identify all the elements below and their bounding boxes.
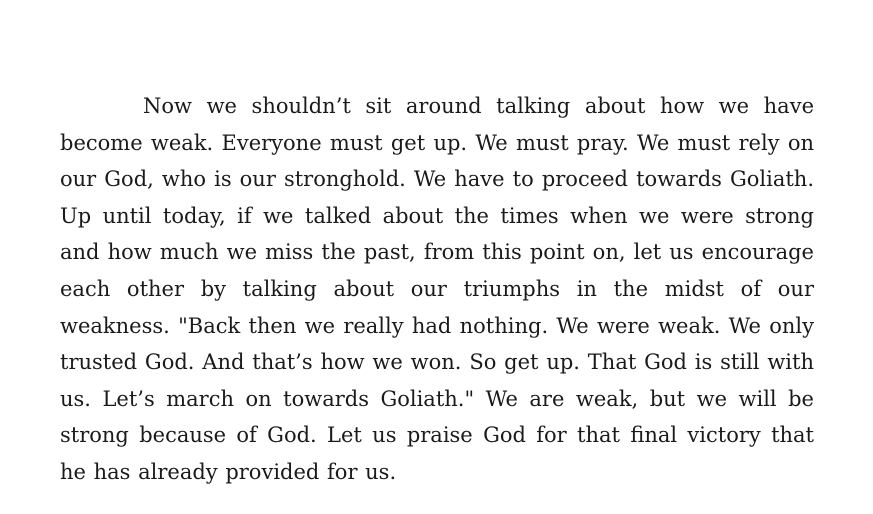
body-paragraph: Now we shouldn’t sit around talking about how we have become weak. Everyone must get up. We must pray. We must rely on our God, who is our stronghold. We have to proceed towards Goliath. Up until today, if we talked about the times when we were strong and how much we miss the past, from this point on, let us encourage each other by talking about our triumphs in the midst of our weakness. "Back then we really had nothing. We were weak. We only trusted God. And that’s how we won. So get up. That God is still with us. Let’s march on towards Goliath." We are weak, but we will be strong because of God. Let us praise God for that final victory that he has already provided for us.	[60, 94, 814, 484]
